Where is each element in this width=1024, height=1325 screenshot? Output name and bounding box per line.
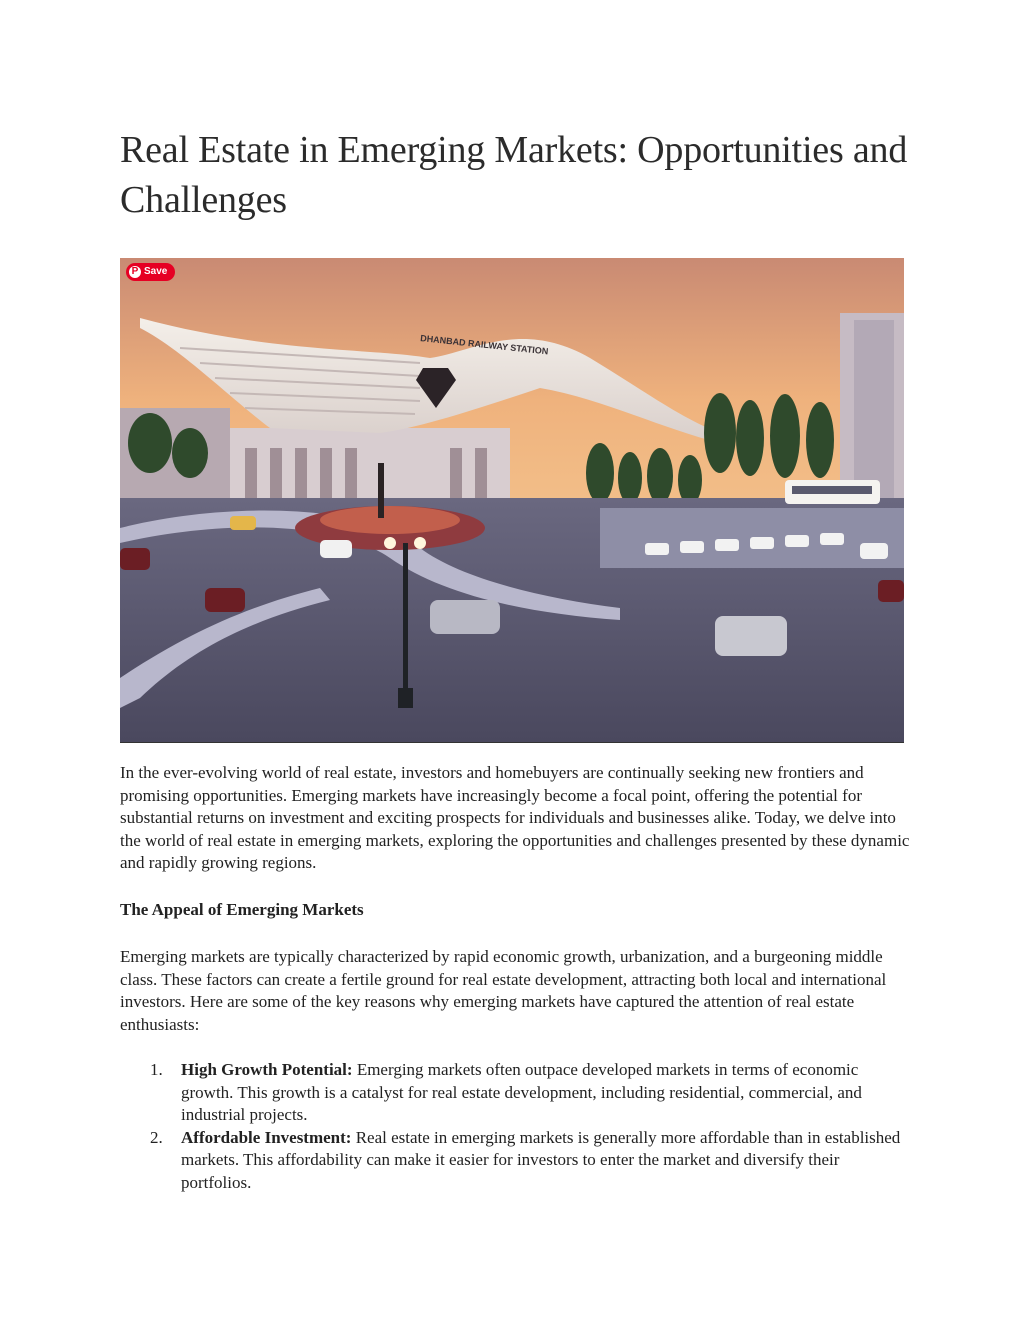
railway-station-illustration	[120, 258, 904, 742]
list-item-text: Emerging markets often outpace developed markets in terms of economic growth. This growth is a catalyst for real estate development, including residential, commercial, and industrial projects.	[181, 1060, 862, 1124]
list-item-lead: Affordable Investment:	[181, 1127, 352, 1147]
list-item-number: 1.	[150, 1060, 163, 1079]
section-heading: The Appeal of Emerging Markets	[120, 900, 364, 919]
intro-paragraph: In the ever-evolving world of real estate, investors and homebuyers are continually seeking new frontiers and promising opportunities. Emerging markets have increasingly become a focal point, offering the potential for substantial returns on investment and exciting prospects for individuals and businesses alike. Today, we delve into the world of real estate in emerging markets, exploring the opportunities and challenges presented by these dynamic and rapidly growing regions.	[120, 763, 910, 872]
hero-image	[120, 258, 904, 743]
pinterest-save-button[interactable]	[126, 263, 175, 281]
save-button-label: Save	[144, 266, 168, 277]
reasons-list	[120, 1059, 910, 1194]
list-item-lead: High Growth Potential:	[181, 1060, 353, 1079]
list-item-number: 2.	[150, 1127, 163, 1147]
pinterest-icon: P	[129, 266, 141, 278]
list-item	[120, 1127, 910, 1195]
article-title: Real Estate in Emerging Markets: Opportunities and Challenges	[120, 129, 908, 221]
section-paragraph: Emerging markets are typically characterized by rapid economic growth, urbanization, and a burgeoning middle class. These factors can create a fertile ground for real estate development, attracting both local and international investors. Here are some of the key reasons why emerging markets have captured the attention of real estate enthusiasts:	[120, 947, 887, 1034]
list-item	[120, 1059, 910, 1127]
list-item-text: Real estate in emerging markets is generally more affordable than in established markets. This affordability can make it easier for investors to enter the market and diversify their portfolios.	[181, 1127, 901, 1192]
station-sign: DHANBAD RAILWAY STATION	[419, 333, 549, 357]
